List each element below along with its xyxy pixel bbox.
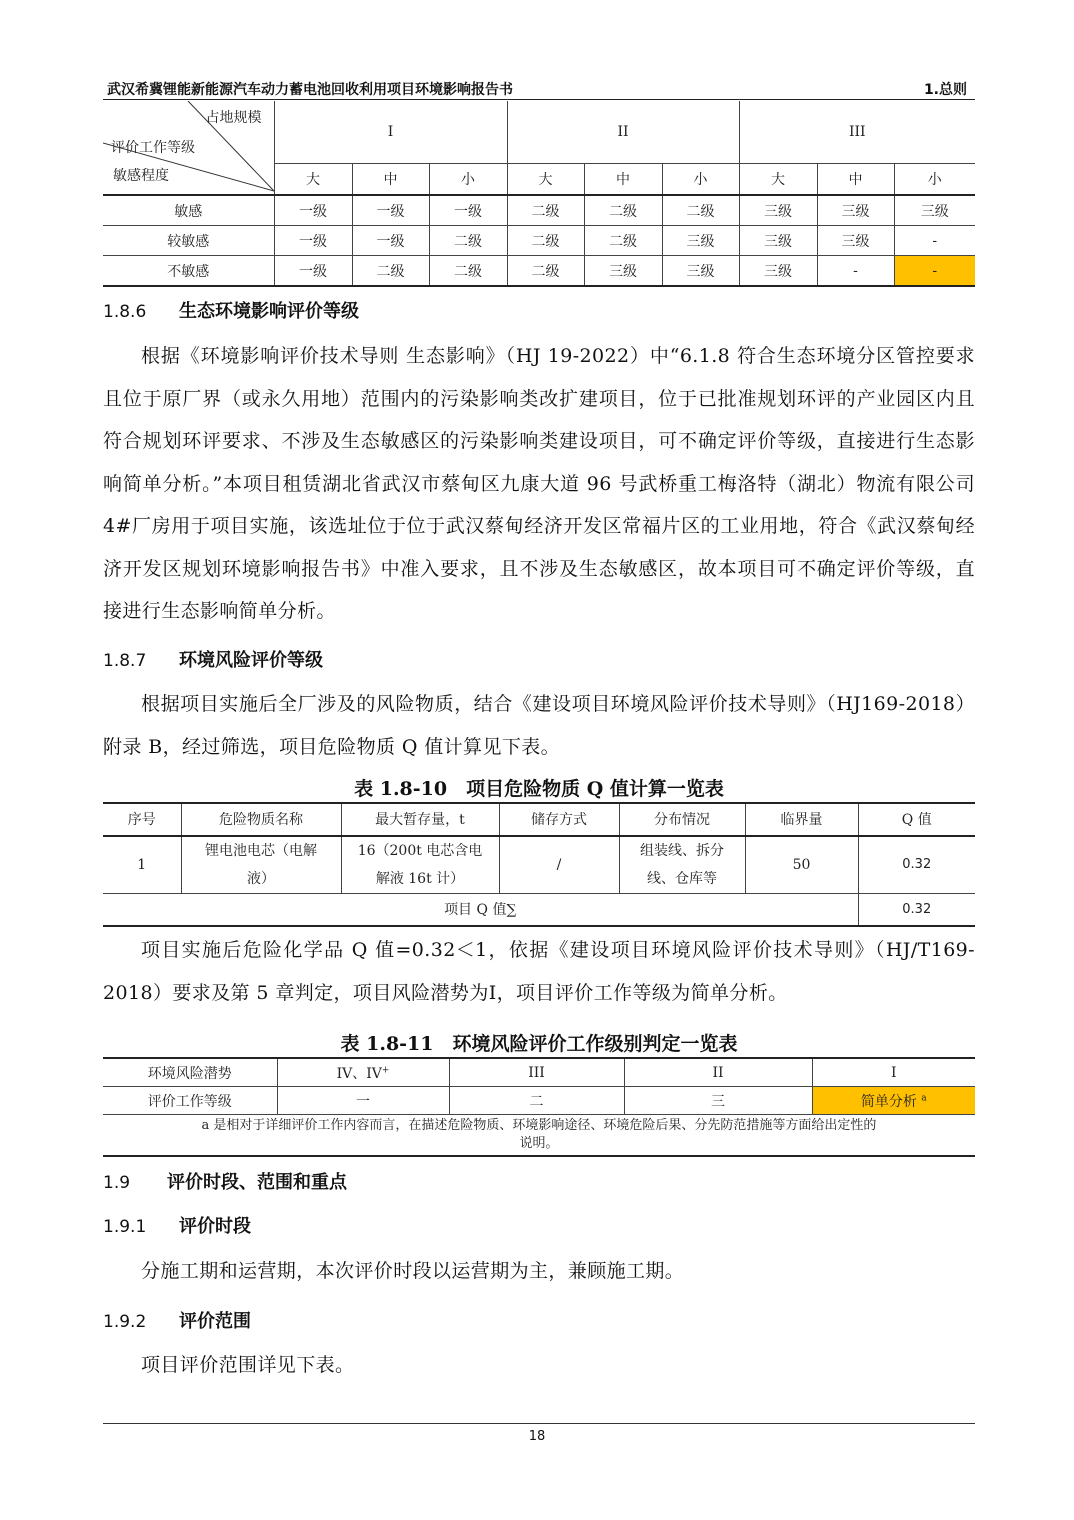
paragraph-scope: 项目评价范围详见下表。: [141, 1354, 355, 1376]
table-cell: 二级: [662, 195, 739, 226]
table-cell: II: [624, 1058, 812, 1087]
section-number: 1.8.7: [103, 651, 147, 671]
section-title: 环境风险评价等级: [179, 650, 323, 671]
table-cell: 0.32: [858, 836, 975, 894]
table-row: [103, 226, 975, 256]
table-cell: 三: [624, 1087, 812, 1115]
table-note: [103, 1115, 975, 1157]
highlighted-cell: [812, 1087, 975, 1115]
table-row: [103, 836, 975, 894]
table-caption: 表 1.8-11 环境风险评价工作级别判定一览表: [340, 1033, 738, 1055]
sum-label: 项目 Q 值∑: [103, 894, 858, 927]
group-header: I: [274, 101, 507, 164]
cell-line: 组装线、拆分: [640, 843, 724, 859]
size-header: 小: [894, 164, 975, 196]
size-header: 中: [817, 164, 894, 196]
diag-label-area: 占地规模: [205, 110, 262, 126]
table-cell: 一: [277, 1087, 449, 1115]
paragraph-risk: 根据项目实施后全厂涉及的风险物质，结合《建设项目环境风险评价技术导则》（HJ169-2018）附录 B，经过筛选，项目危险物质 Q 值计算见下表。: [103, 693, 975, 758]
column-header: Q 值: [858, 803, 975, 836]
row-label: 环境风险潜势: [103, 1058, 277, 1087]
table-row: [103, 1087, 975, 1115]
size-header: 小: [662, 164, 739, 196]
header-title: 武汉希冀锂能新能源汽车动力蓄电池回收利用项目环境影响报告书: [107, 82, 513, 98]
section-heading-1-9-1: [103, 1212, 251, 1238]
size-header: 小: [429, 164, 507, 196]
section-title: 评价范围: [179, 1311, 251, 1332]
size-header: 中: [352, 164, 429, 196]
diagonal-header-cell: [103, 101, 274, 195]
cell-text: 简单分析: [860, 1093, 917, 1110]
footer-divider: [103, 1423, 975, 1424]
table-cell: -: [817, 256, 894, 287]
section-title: 评价时段: [179, 1216, 251, 1237]
sum-value: 0.32: [858, 894, 975, 927]
table-cell: 一级: [274, 256, 352, 287]
table-cell: 一级: [429, 195, 507, 226]
column-header: 序号: [103, 803, 181, 836]
size-header: 大: [739, 164, 817, 196]
risk-level-table: [103, 1057, 975, 1157]
table-cell: 二级: [429, 226, 507, 256]
row-label: 不敏感: [103, 256, 274, 287]
column-header: 最大暂存量，t: [341, 803, 499, 836]
table-row: [103, 256, 975, 287]
diag-label-sensitivity: 敏感程度: [113, 168, 169, 184]
table-cell: 二级: [584, 226, 662, 256]
highlighted-cell: -: [894, 256, 975, 287]
table-cell: [181, 836, 341, 894]
note-line: 说明。: [519, 1136, 559, 1151]
section-title: 生态环境影响评价等级: [179, 301, 359, 322]
table-cell: 三级: [817, 195, 894, 226]
column-header: 危险物质名称: [181, 803, 341, 836]
table-cell: 三级: [894, 195, 975, 226]
table-row: [103, 894, 975, 927]
table-cell: 50: [745, 836, 858, 894]
table-cell: 二: [449, 1087, 624, 1115]
cell-line: 解液 16t 计）: [375, 871, 465, 887]
paragraph-period: 分施工期和运营期，本次评价时段以运营期为主，兼顾施工期。: [141, 1260, 685, 1282]
page-header: [103, 77, 975, 100]
group-header: II: [507, 101, 739, 164]
table-cell: -: [894, 226, 975, 256]
section-heading-1-9-2: [103, 1307, 251, 1333]
table-cell: 二级: [507, 226, 584, 256]
superscript: +: [381, 1064, 390, 1075]
cell-line: 16（200t 电芯含电: [357, 843, 483, 859]
section-number: 1.9.1: [103, 1217, 147, 1237]
size-header: 大: [274, 164, 352, 196]
column-header: 储存方式: [499, 803, 619, 836]
note-line: a 是相对于详细评价工作内容而言，在描述危险物质、环境影响途径、环境危险后果、分先防范措施等方面给出定性的: [201, 1118, 877, 1133]
table-cell: 1: [103, 836, 181, 894]
header-section: 1.总则: [923, 82, 967, 98]
table-cell: 三级: [662, 226, 739, 256]
superscript: a: [921, 1092, 927, 1103]
table-cell: 一级: [352, 226, 429, 256]
column-header: 分布情况: [619, 803, 745, 836]
table-cell: I: [812, 1058, 975, 1087]
section-title: 评价时段、范围和重点: [167, 1172, 347, 1193]
cell-line: 线、仓库等: [647, 871, 717, 887]
row-label: 敏感: [103, 195, 274, 226]
group-header: III: [739, 101, 975, 164]
table-cell: 二级: [507, 256, 584, 287]
table-cell: 二级: [352, 256, 429, 287]
column-header: 临界量: [745, 803, 858, 836]
paragraph-q-result: 项目实施后危险化学品 Q 值=0.32＜1，依据《建设项目环境风险评价技术导则》（HJ/T169-2018）要求及第 5 章判定，项目风险潜势为I，项目评价工作等级为简单分析。: [103, 939, 975, 1004]
cell-line: 锂电池电芯（电解: [205, 843, 317, 859]
page-number: 18: [528, 1429, 546, 1444]
paragraph-ecology: 根据《环境影响评价技术导则 生态影响》（HJ 19-2022）中“6.1.8 符合生态环境分区管控要求且位于原厂界（或永久用地）范围内的污染影响类改扩建项目，位于已批准规划环评的产业园区内且符合规划环评要求、不涉及生态敏感区的污染影响类建设项目，可不确定评价等级，直接进行生态影响简单分析。”本项目租赁湖北省武汉市蔡甸区九康大道 96 号武桥重工梅洛特（湖北）物流有限公司 4#厂房用于项目实施，该选址位于位于武汉蔡甸经济开发区常福片区的工业用地，符合《武汉蔡甸经济开发区规划环境影响报告书》中准入要求，且不涉及生态敏感区，故本项目可不确定评价等级，直接进行生态影响简单分析。: [103, 345, 975, 622]
table-cell: 三级: [739, 226, 817, 256]
table-cell: [619, 836, 745, 894]
table-caption: 表 1.8-10 项目危险物质 Q 值计算一览表: [354, 778, 724, 800]
row-label: 较敏感: [103, 226, 274, 256]
table-cell: 三级: [817, 226, 894, 256]
table-cell: 三级: [584, 256, 662, 287]
diag-label-level: 评价工作等级: [111, 140, 195, 156]
cell-line: 液）: [247, 871, 275, 887]
table-cell: 三级: [739, 195, 817, 226]
table-row: [103, 195, 975, 226]
cell-text: IV、IV: [336, 1065, 382, 1082]
section-heading-1-8-6: [103, 297, 359, 323]
table-cell: 三级: [739, 256, 817, 287]
table-cell: /: [499, 836, 619, 894]
table-cell: 三级: [662, 256, 739, 287]
row-label: 评价工作等级: [103, 1087, 277, 1115]
section-number: 1.9: [103, 1173, 131, 1193]
table-cell: 二级: [429, 256, 507, 287]
q-value-table: [103, 802, 975, 927]
size-header: 中: [584, 164, 662, 196]
table-cell: 一级: [274, 226, 352, 256]
table-cell: [277, 1058, 449, 1087]
section-number: 1.9.2: [103, 1312, 147, 1332]
table-cell: 一级: [352, 195, 429, 226]
table-cell: 二级: [584, 195, 662, 226]
eval-level-table: [103, 101, 975, 287]
size-header: 大: [507, 164, 584, 196]
section-heading-1-9: [103, 1168, 347, 1194]
table-cell: [341, 836, 499, 894]
section-number: 1.8.6: [103, 302, 147, 322]
table-cell: III: [449, 1058, 624, 1087]
section-heading-1-8-7: [103, 646, 323, 672]
table-cell: 二级: [507, 195, 584, 226]
table-cell: 一级: [274, 195, 352, 226]
table-row: [103, 1115, 975, 1157]
table-row: [103, 1058, 975, 1087]
